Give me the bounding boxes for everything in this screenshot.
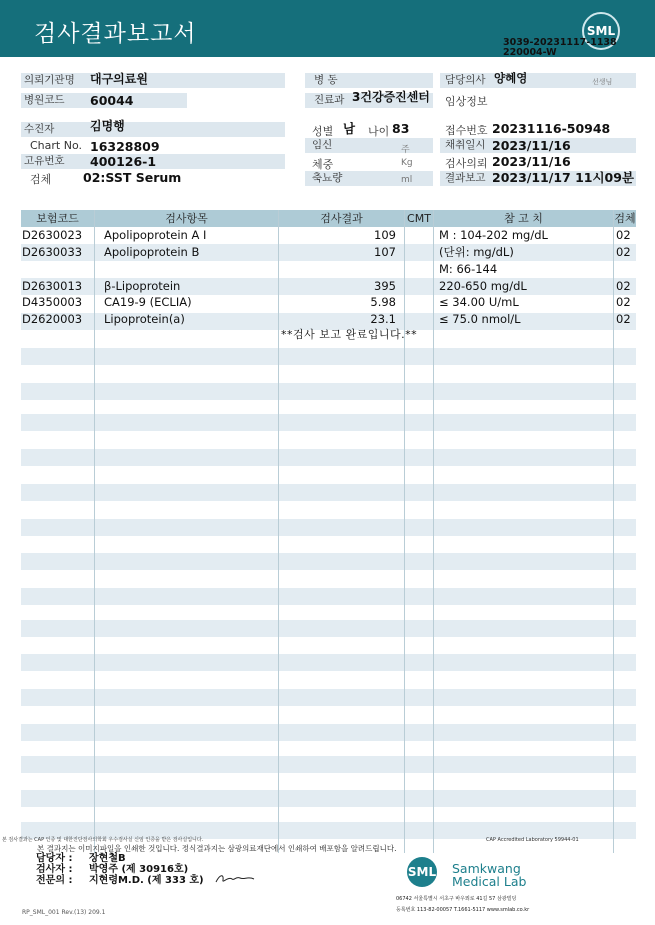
header-specimen: 검체 xyxy=(614,212,636,225)
header-result: 검사결과 xyxy=(320,212,363,225)
report-complete-note: **검사 보고 완료입니다.** xyxy=(281,328,418,341)
requesting-institution-row xyxy=(21,73,285,88)
table-row-item: β-Lipoprotein xyxy=(104,279,181,293)
lab-logo-icon: SML xyxy=(407,857,437,887)
staff-block xyxy=(36,853,204,886)
table-stripe xyxy=(21,756,636,773)
urine-label: 축뇨량 xyxy=(312,172,343,184)
table-stripe xyxy=(21,724,636,741)
table-stripe xyxy=(21,414,636,431)
table-row-specimen: 02 xyxy=(616,245,631,259)
tester-name: 박영주 (제 30916호) xyxy=(89,864,189,875)
requesting-institution: 대구의료원 xyxy=(90,72,148,86)
lab-name xyxy=(452,862,526,888)
consultant-name: 지현령M.D. (제 333 호) xyxy=(89,875,204,886)
doc-no-line1: 3039-20231117-1138 xyxy=(503,37,617,48)
table-row-reference: M : 104-202 mg/dL xyxy=(439,228,548,242)
column-divider xyxy=(613,210,614,853)
lab-name-line1: Samkwang xyxy=(452,861,521,876)
doctor-label: 담당의사 xyxy=(445,74,486,86)
table-row-result: 109 xyxy=(374,228,396,242)
document-number xyxy=(503,38,617,58)
sex-label: 성별 xyxy=(312,125,334,138)
sml-logo-icon: SML xyxy=(582,12,620,50)
column-divider xyxy=(278,210,279,853)
header-insurance-code: 보험코드 xyxy=(36,212,79,225)
pregnancy-row xyxy=(305,138,433,153)
report-date-label: 결과보고 xyxy=(445,172,486,184)
table-row-specimen: 02 xyxy=(616,295,631,309)
table-stripe xyxy=(21,449,636,466)
header-test-item: 검사항목 xyxy=(165,212,208,225)
table-row-result: 107 xyxy=(374,245,396,259)
fine-print-left: 본 검사결과는 CAP 인증 및 대한진단검사의학회 우수검사실 신임 인증을 받은 검사실입니다. xyxy=(2,837,204,843)
table-stripe xyxy=(21,620,636,637)
doctor-suffix: 선생님 xyxy=(592,78,613,86)
chart-no-label: Chart No. xyxy=(30,139,82,152)
clinical-info-label: 임상정보 xyxy=(445,95,488,108)
table-row-item: Apolipoprotein A I xyxy=(104,228,207,242)
table-row-reference: M: 66-144 xyxy=(439,262,498,276)
table-row-reference: 220-650 mg/dL xyxy=(439,279,527,293)
table-row-specimen: 02 xyxy=(616,228,631,242)
fine-print-right: CAP Accredited Laboratory 59944-01 xyxy=(486,837,579,843)
table-row-specimen: 02 xyxy=(616,312,631,326)
table-stripe xyxy=(21,348,636,365)
unique-no: 400126-1 xyxy=(90,154,157,169)
table-row-item: Apolipoprotein B xyxy=(104,245,200,259)
header-reference: 참 고 치 xyxy=(504,212,543,225)
urine-unit: ml xyxy=(401,175,413,185)
weight-unit: Kg xyxy=(401,158,413,168)
column-divider xyxy=(404,210,405,853)
age-label: 나이 xyxy=(368,125,390,138)
department-label: 진료과 xyxy=(314,94,345,106)
chart-no: 16328809 xyxy=(90,139,160,154)
doc-no-line2: 220004-W xyxy=(503,47,557,58)
hospital-code-label: 병원코드 xyxy=(24,94,65,106)
table-row-reference: ≤ 75.0 nmol/L xyxy=(439,312,521,326)
request-date-label: 검사의뢰 xyxy=(445,157,488,170)
patient-label: 수진자 xyxy=(24,123,55,135)
table-row-reference: (단위: mg/dL) xyxy=(439,245,514,259)
specimen-label: 검체 xyxy=(30,173,52,186)
table-row-code: D2630023 xyxy=(22,228,83,242)
table-row-reference: ≤ 34.00 U/mL xyxy=(439,295,519,309)
ward-row xyxy=(305,73,433,88)
collection-date-label: 채취일시 xyxy=(445,139,486,151)
table-stripe xyxy=(21,689,636,706)
receipt-no: 20231116-50948 xyxy=(492,121,611,136)
staff-row xyxy=(36,853,204,864)
staff-label: 담당자 : xyxy=(36,853,73,864)
table-row-code: D4350003 xyxy=(22,295,83,309)
table-row-code: D2620003 xyxy=(22,312,83,326)
department: 3건강증진센터 xyxy=(352,90,430,104)
consultant-row xyxy=(36,875,204,886)
doctor-name: 양혜영 xyxy=(494,71,528,85)
form-code: RP_SML_001 Rev.(13) 209.1 xyxy=(22,909,106,916)
table-stripe xyxy=(21,484,636,501)
unique-no-label: 고유번호 xyxy=(24,155,65,167)
table-row-result: 5.98 xyxy=(370,295,396,309)
table-stripe xyxy=(21,588,636,605)
tester-row xyxy=(36,864,204,875)
image-notice: 본 결과지는 이미지파일을 인쇄한 것입니다. 정식결과지는 삼광의료재단에서 인쇄하여 배포함을 알려드립니다. xyxy=(37,844,397,853)
header-cmt: CMT xyxy=(407,212,431,225)
table-stripe xyxy=(21,654,636,671)
table-stripe xyxy=(21,790,636,807)
requesting-institution-label: 의뢰기관명 xyxy=(24,74,75,86)
pregnancy-label: 임신 xyxy=(312,139,333,151)
pregnancy-unit: 주 xyxy=(401,145,410,155)
table-row-result: 395 xyxy=(374,279,396,293)
table-row-code: D2630013 xyxy=(22,279,83,293)
patient-row xyxy=(21,122,285,137)
lab-address: 06742 서울특별시 서초구 바우뫼로 41길 57 삼광빌딩 xyxy=(396,896,517,902)
report-date: 2023/11/17 11시09분 xyxy=(492,170,635,185)
table-row-item: CA19-9 (ECLIA) xyxy=(104,295,192,309)
lab-contact: 등록번호 113-82-00057 T.1661-5117 www.smlab.co.kr xyxy=(396,907,530,913)
specimen: 02:SST Serum xyxy=(83,170,182,185)
report-title: 검사결과보고서 xyxy=(34,21,197,47)
table-row-specimen: 02 xyxy=(616,279,631,293)
ward-label: 병 동 xyxy=(314,74,338,86)
column-divider xyxy=(94,210,95,853)
table-stripe xyxy=(21,519,636,536)
staff-name: 장현철B xyxy=(89,853,126,864)
table-stripe xyxy=(21,383,636,400)
sex: 남 xyxy=(343,121,356,136)
lab-name-line2: Medical Lab xyxy=(452,874,527,889)
tester-label: 검사자 : xyxy=(36,864,73,875)
collection-date: 2023/11/16 xyxy=(492,138,571,153)
table-row-result: 23.1 xyxy=(370,312,396,326)
weight-label: 체중 xyxy=(312,158,334,171)
table-stripe xyxy=(21,553,636,570)
table-row-item: Lipoprotein(a) xyxy=(104,312,185,326)
receipt-no-label: 접수번호 xyxy=(445,124,488,137)
hospital-code: 60044 xyxy=(90,93,134,108)
urine-row xyxy=(305,171,433,186)
patient-name: 김명행 xyxy=(90,119,125,133)
request-date: 2023/11/16 xyxy=(492,154,571,169)
column-divider xyxy=(433,210,434,853)
consultant-label: 전문의 : xyxy=(36,875,73,886)
table-row-code: D2630033 xyxy=(22,245,83,259)
age: 83 xyxy=(392,121,410,136)
signature-icon xyxy=(214,870,258,886)
